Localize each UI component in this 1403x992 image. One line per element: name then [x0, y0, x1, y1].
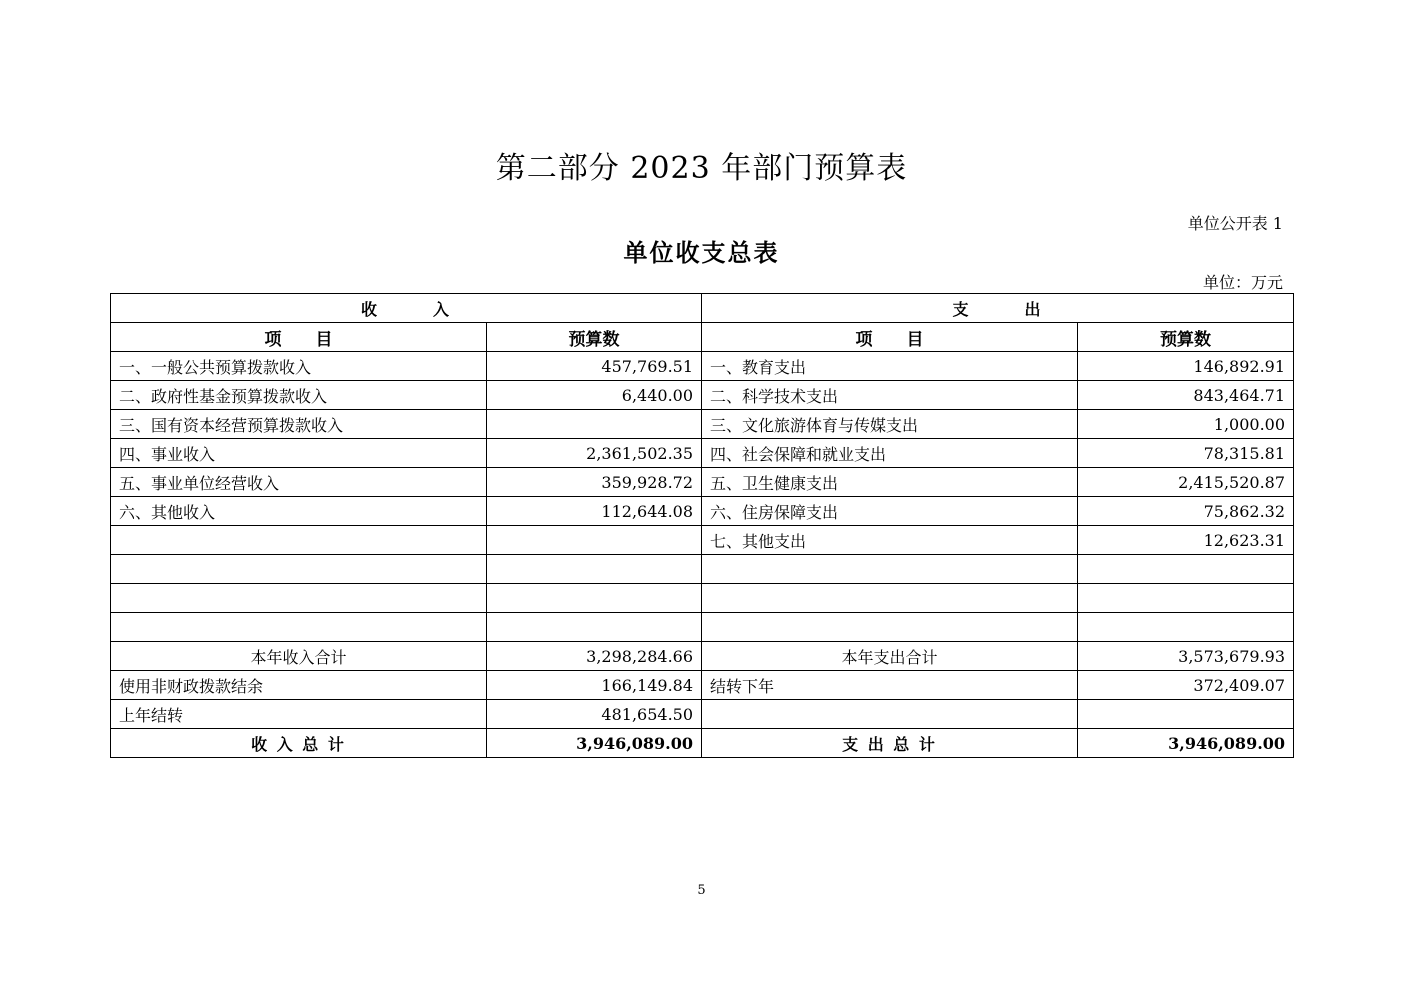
income-amount-cell: 2,361,502.35 — [487, 439, 702, 468]
expense-amount-cell: 372,409.07 — [1078, 671, 1294, 700]
expense-amount-cell — [1078, 613, 1294, 642]
income-amount-column-header: 预算数 — [487, 323, 702, 352]
income-total-label: 收 入 总 计 — [111, 729, 487, 758]
table-row — [111, 439, 1294, 468]
table-title: 单位收支总表 — [623, 238, 780, 267]
table-row — [111, 584, 1294, 613]
table-id-label: 单位公开表 1 — [1187, 214, 1283, 233]
expense-item-cell: 二、科学技术支出 — [702, 381, 1078, 410]
expense-amount-cell — [1078, 700, 1294, 729]
income-amount-cell: 481,654.50 — [487, 700, 702, 729]
expense-item-cell — [702, 613, 1078, 642]
budget-summary-table — [110, 293, 1294, 758]
income-subtotal-label: 本年收入合计 — [111, 642, 487, 671]
table-row — [111, 555, 1294, 584]
expense-item-cell: 一、教育支出 — [702, 352, 1078, 381]
table-row — [111, 468, 1294, 497]
income-total-amount: 3,946,089.00 — [487, 729, 702, 758]
income-amount-cell — [487, 526, 702, 555]
table-row — [111, 700, 1294, 729]
income-item-cell — [111, 526, 487, 555]
table-row — [111, 410, 1294, 439]
expense-item-cell: 三、文化旅游体育与传媒支出 — [702, 410, 1078, 439]
income-item-cell: 使用非财政拨款结余 — [111, 671, 487, 700]
expense-total-label: 支 出 总 计 — [702, 729, 1078, 758]
income-item-cell: 六、其他收入 — [111, 497, 487, 526]
table-row — [111, 352, 1294, 381]
expense-item-cell — [702, 584, 1078, 613]
income-item-cell: 一、一般公共预算拨款收入 — [111, 352, 487, 381]
income-section-header: 收 入 — [111, 294, 702, 323]
income-amount-cell — [487, 584, 702, 613]
expense-item-cell: 五、卫生健康支出 — [702, 468, 1078, 497]
expense-amount-cell — [1078, 584, 1294, 613]
income-amount-cell: 359,928.72 — [487, 468, 702, 497]
expense-amount-column-header: 预算数 — [1078, 323, 1294, 352]
page-number: 5 — [697, 883, 706, 898]
income-amount-cell — [487, 410, 702, 439]
income-amount-cell: 6,440.00 — [487, 381, 702, 410]
income-item-cell — [111, 613, 487, 642]
income-item-cell: 四、事业收入 — [111, 439, 487, 468]
expense-total-amount: 3,946,089.00 — [1078, 729, 1294, 758]
expense-amount-cell: 146,892.91 — [1078, 352, 1294, 381]
income-amount-cell: 166,149.84 — [487, 671, 702, 700]
expense-item-cell — [702, 700, 1078, 729]
income-item-column-header: 项 目 — [111, 323, 487, 352]
expense-amount-cell: 78,315.81 — [1078, 439, 1294, 468]
table-row — [111, 497, 1294, 526]
income-item-cell: 三、国有资本经营预算拨款收入 — [111, 410, 487, 439]
page-title: 第二部分 2023 年部门预算表 — [495, 151, 908, 186]
expense-amount-cell: 843,464.71 — [1078, 381, 1294, 410]
expense-amount-cell — [1078, 555, 1294, 584]
income-amount-cell: 112,644.08 — [487, 497, 702, 526]
expense-section-header: 支 出 — [702, 294, 1294, 323]
table-row — [111, 526, 1294, 555]
column-header-row — [111, 323, 1294, 352]
expense-amount-cell: 2,415,520.87 — [1078, 468, 1294, 497]
subtotal-row — [111, 642, 1294, 671]
expense-item-cell: 六、住房保障支出 — [702, 497, 1078, 526]
expense-subtotal-label: 本年支出合计 — [702, 642, 1078, 671]
unit-label: 单位：万元 — [1202, 273, 1283, 292]
expense-item-cell: 结转下年 — [702, 671, 1078, 700]
expense-item-cell — [702, 555, 1078, 584]
table-row — [111, 381, 1294, 410]
income-amount-cell: 457,769.51 — [487, 352, 702, 381]
expense-item-column-header: 项 目 — [702, 323, 1078, 352]
income-amount-cell — [487, 613, 702, 642]
expense-item-cell: 七、其他支出 — [702, 526, 1078, 555]
income-item-cell — [111, 584, 487, 613]
expense-subtotal-amount: 3,573,679.93 — [1078, 642, 1294, 671]
expense-item-cell: 四、社会保障和就业支出 — [702, 439, 1078, 468]
income-item-cell: 二、政府性基金预算拨款收入 — [111, 381, 487, 410]
expense-amount-cell: 75,862.32 — [1078, 497, 1294, 526]
income-item-cell: 五、事业单位经营收入 — [111, 468, 487, 497]
income-item-cell: 上年结转 — [111, 700, 487, 729]
expense-amount-cell: 12,623.31 — [1078, 526, 1294, 555]
income-item-cell — [111, 555, 487, 584]
income-subtotal-amount: 3,298,284.66 — [487, 642, 702, 671]
section-header-row — [111, 294, 1294, 323]
expense-amount-cell: 1,000.00 — [1078, 410, 1294, 439]
table-row — [111, 671, 1294, 700]
table-row — [111, 613, 1294, 642]
grand-total-row — [111, 729, 1294, 758]
income-amount-cell — [487, 555, 702, 584]
